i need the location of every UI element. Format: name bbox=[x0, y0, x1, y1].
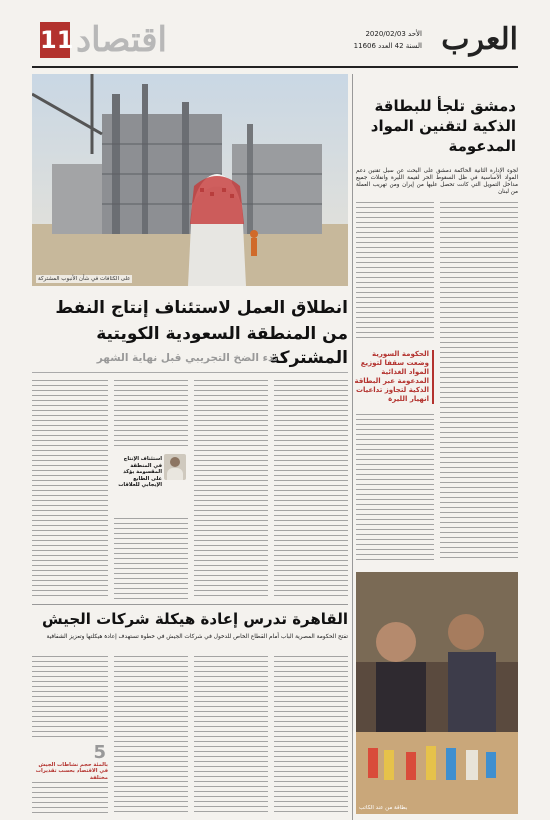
army-body-col3 bbox=[114, 656, 188, 814]
right-story-body-col2 bbox=[356, 202, 434, 342]
army-stat-title: بالمئة حجم نشاطات الجيش في الاقتصاد بحسب تقديرات مختلفة bbox=[35, 762, 108, 781]
page-number-box bbox=[40, 22, 74, 58]
right-column-divider bbox=[352, 74, 353, 820]
oil-headline-line2: من المنطقة السعودية الكويتية المشتركة bbox=[96, 324, 348, 368]
army-body-col4-top bbox=[32, 656, 108, 738]
oil-body-col3-top bbox=[114, 380, 188, 450]
army-body-col4-bottom bbox=[32, 782, 108, 814]
army-lead: تفتح الحكومة المصرية الباب أمام القطاع الخاص للدخول في شركات الجيش في خطوة تستهدف إعادة هيكلتها وتعزيز الشفافية bbox=[46, 634, 348, 640]
right-story bbox=[356, 74, 518, 820]
section-title: اقتصاد bbox=[76, 20, 167, 60]
market-queue-image bbox=[356, 572, 518, 814]
army-body-col2 bbox=[194, 656, 268, 814]
oil-body-col4 bbox=[32, 380, 108, 600]
right-story-lead: لجوء الإدارة الثانية الحاكمة دمشق على البحث عن سبل تقنين دعم المواد الأساسية في ظل السقوط الحر لقيمة الليرة وانفلات جميع مداخل التمويل التي كانت تحصل عليها من إيران ومن تهريب العملة من لبنان bbox=[356, 168, 518, 195]
right-story-body-col1 bbox=[440, 202, 518, 562]
army-story bbox=[32, 606, 348, 820]
right-story-pullquote: الحكومة السورية وضعت سقفا لتوزيع المواد الغذائية المدعومة عبر البطاقة الذكية لتجاوز تداعيات انهيار الليرة bbox=[353, 350, 434, 404]
oil-body-col3-bottom bbox=[114, 518, 188, 600]
right-story-body-col2b bbox=[356, 414, 434, 562]
oil-subhead-rule bbox=[32, 372, 348, 373]
oil-story bbox=[32, 292, 348, 608]
queue-photo bbox=[356, 572, 518, 814]
date-line: الأحد 2020/02/03 bbox=[365, 30, 422, 38]
oil-facility-photo bbox=[32, 74, 348, 286]
masthead bbox=[0, 0, 550, 74]
oil-quote-portrait bbox=[164, 454, 186, 480]
army-stat-number: 5 bbox=[93, 742, 106, 763]
page-number: 11 bbox=[40, 26, 74, 54]
right-story-headline: دمشق تلجأ للبطاقة الذكية لتقنين المواد المدعومة bbox=[370, 97, 516, 155]
oil-quote-text: استئناف الإنتاج في المنطقة المقسومة يؤكد على الطابع الإيجابي للعلاقات bbox=[118, 456, 162, 489]
newspaper-logo: العرب bbox=[441, 22, 518, 57]
army-stat-box bbox=[32, 742, 108, 781]
section-divider bbox=[32, 604, 348, 605]
oil-body-col1 bbox=[274, 380, 348, 600]
queue-photo-caption: بطاقة من عند الكاتب bbox=[359, 805, 408, 811]
oil-plant-image bbox=[32, 74, 348, 286]
masthead-divider bbox=[32, 66, 518, 68]
oil-body-col2 bbox=[194, 380, 268, 600]
issue-line: السنة 42 العدد 11606 bbox=[353, 42, 422, 50]
oil-subhead: بدء الضخ التجريبي قبل نهاية الشهر bbox=[96, 352, 278, 364]
photo-caption: على الكثافات في شأن الأنبوب المشتركة bbox=[38, 276, 131, 282]
army-headline: القاهرة تدرس إعادة هيكلة شركات الجيش bbox=[42, 610, 348, 628]
army-body-col1 bbox=[274, 656, 348, 814]
oil-headline-line1: انطلاق العمل لاستئناف إنتاج النفط bbox=[55, 298, 348, 318]
oil-quote-box bbox=[114, 454, 188, 514]
